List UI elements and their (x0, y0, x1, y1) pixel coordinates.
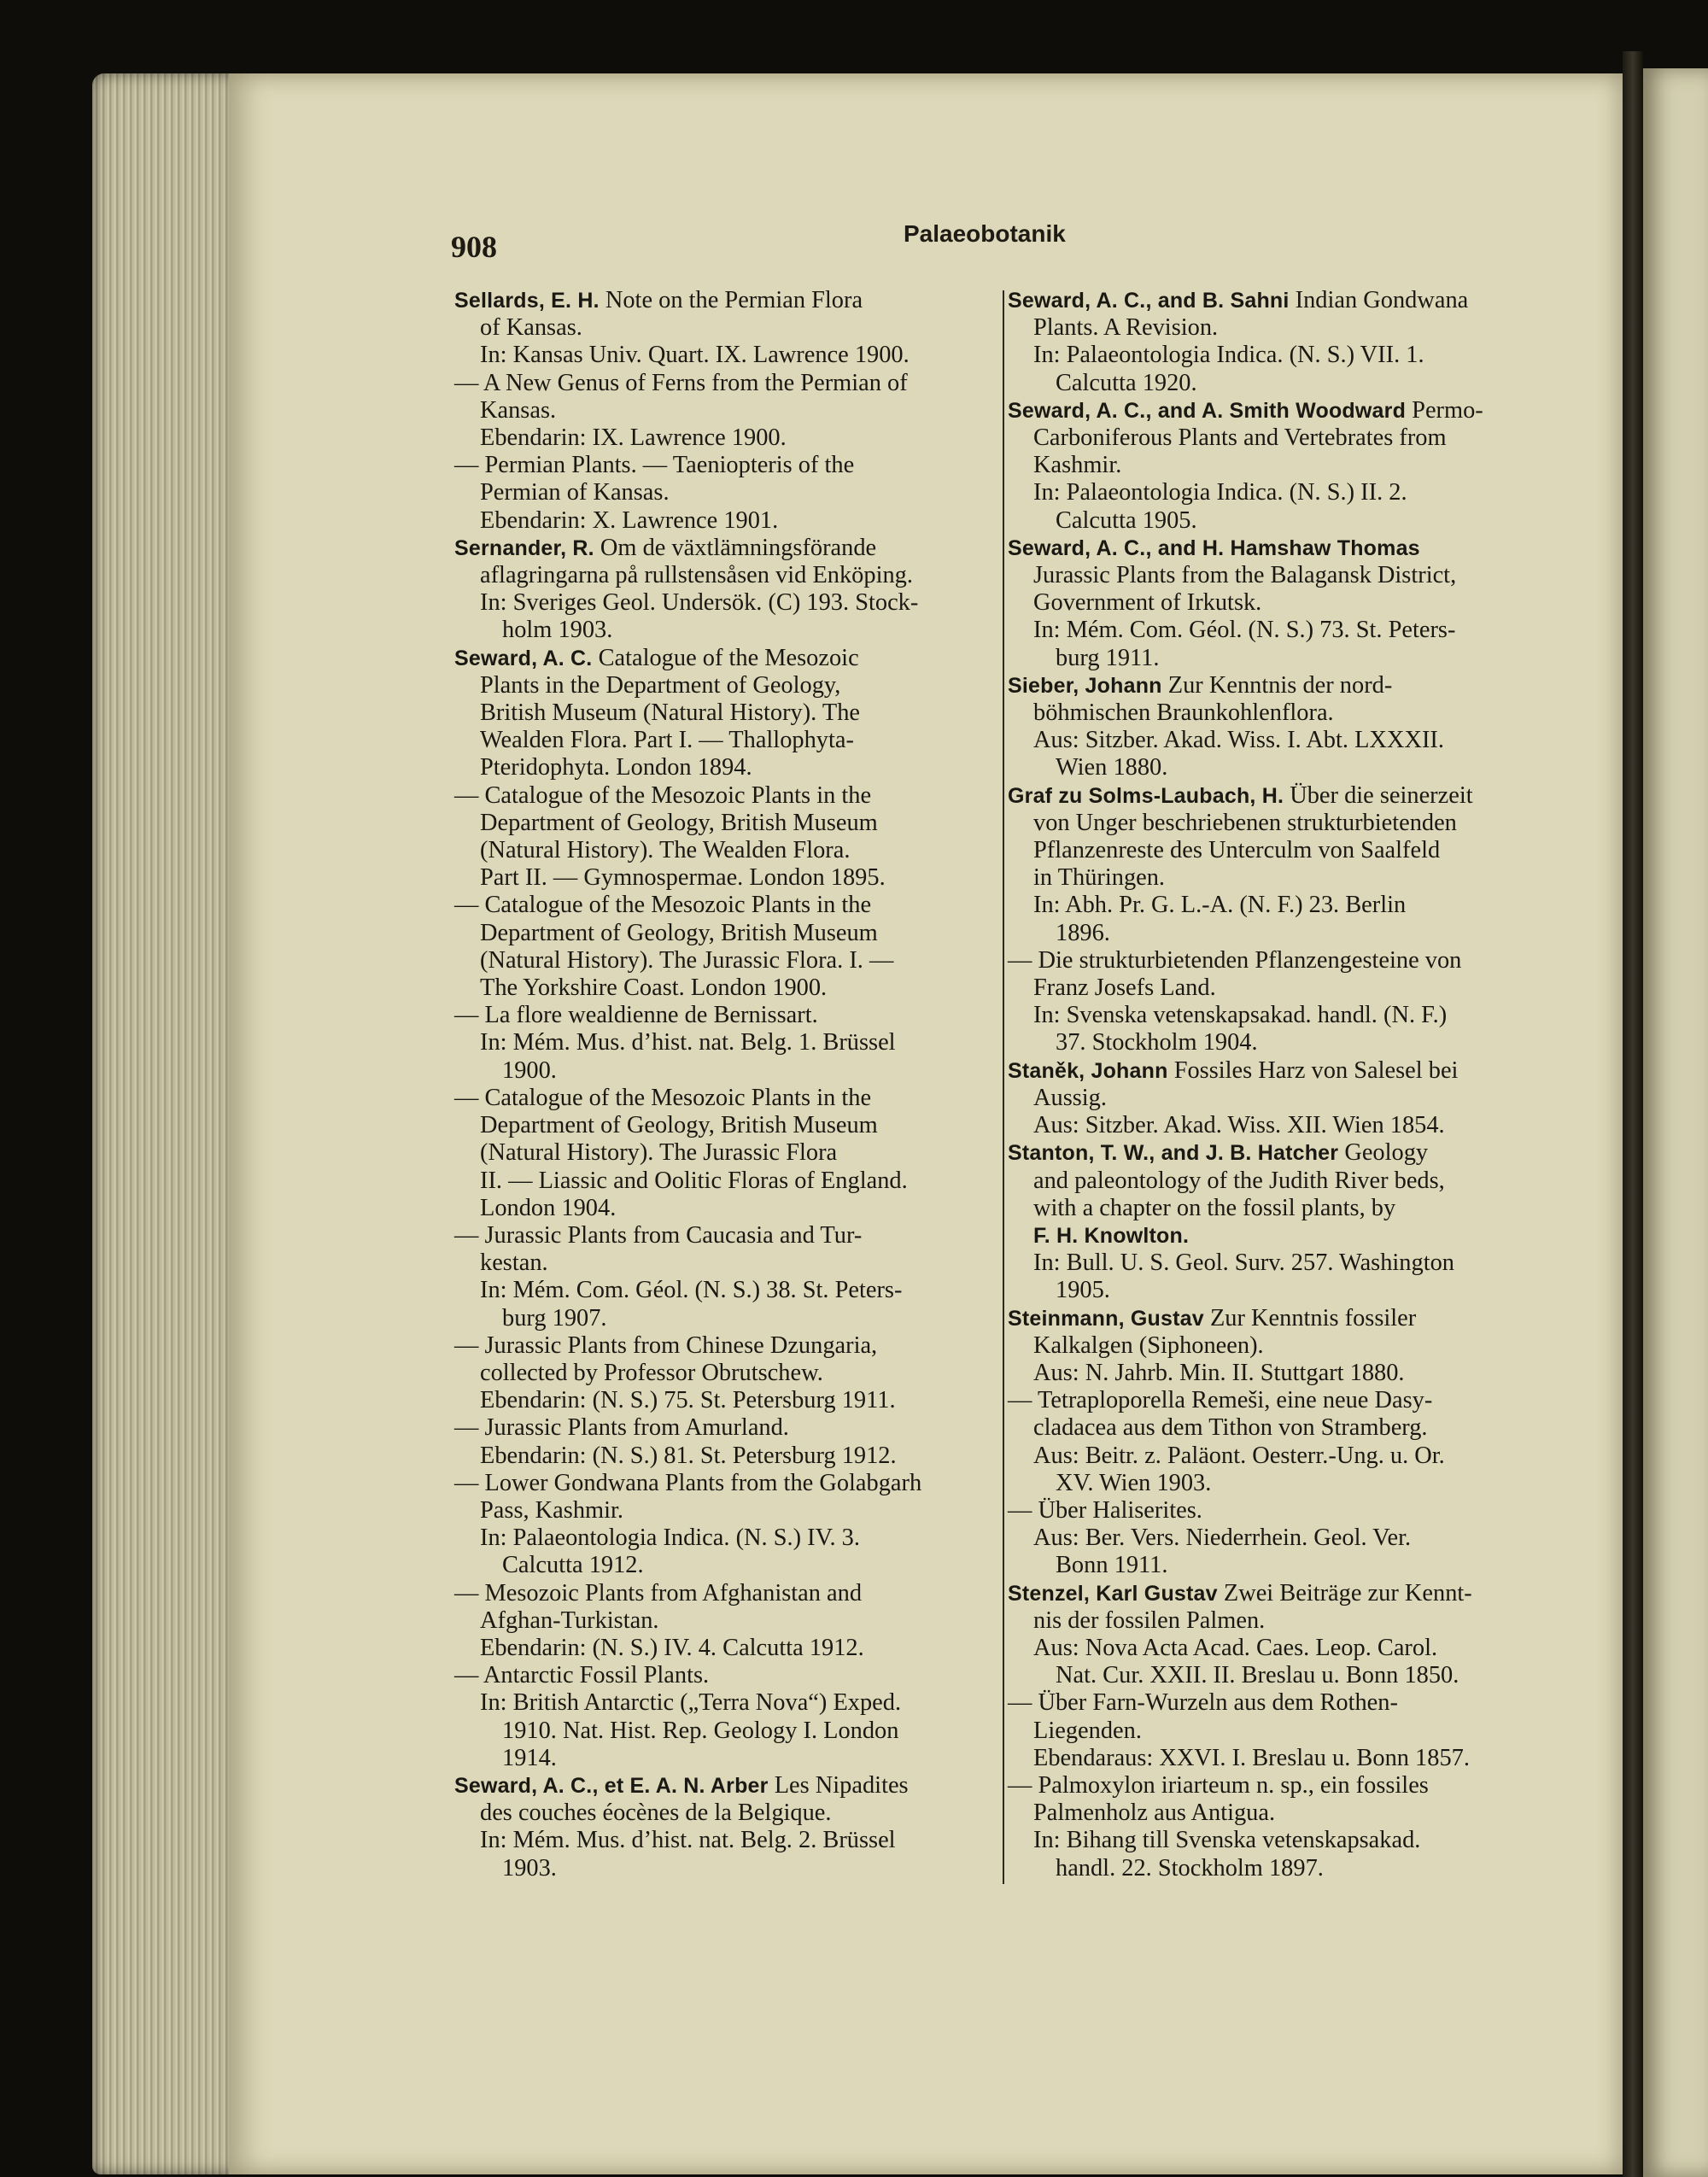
entry-first-line (1008, 1387, 1530, 1414)
bibliography-entry (1008, 535, 1530, 672)
entry-source-line: Ebendarin: IX. Lawrence 1900. (480, 424, 787, 452)
entry-title-line (454, 1139, 984, 1167)
entry-first-line (1008, 1772, 1530, 1800)
entry-title-line (1008, 314, 1530, 342)
entry-title-text: — Mesozoic Plants from Afghanistan and (454, 1579, 863, 1606)
entry-title-text: (Natural History). The Wealden Flora. (480, 837, 851, 864)
entry-title-line (1008, 589, 1530, 617)
entry-title-text: — Catalogue of the Mesozoic Plants in the (454, 892, 872, 919)
entry-title-line (1008, 1800, 1530, 1827)
entry-source-line: Aus: Sitzber. Akad. Wiss. I. Abt. LXXXII. (1033, 727, 1444, 754)
entry-title-text: — Antarctic Fossil Plants. (454, 1662, 710, 1689)
entry-author: Seward, A. C., et E. A. N. Arber (454, 1773, 769, 1798)
entry-first-line (454, 1470, 984, 1497)
entry-source-line: 1914. (502, 1744, 557, 1771)
entry-title-text: in Thüringen. (1033, 864, 1166, 892)
bibliography-entry (454, 645, 984, 782)
entry-first-line (454, 535, 984, 562)
entry-source-line: Aus: Nova Acta Acad. Caes. Leop. Carol. (1033, 1634, 1438, 1661)
entry-source-line: Ebendarin: X. Lawrence 1901. (480, 506, 779, 534)
entry-source-line: Ebendarin: (N. S.) IV. 4. Calcutta 1912. (480, 1634, 864, 1661)
entry-first-line (1008, 1305, 1530, 1332)
entry-title-text: Geology (1344, 1139, 1429, 1167)
entry-title-text: with a chapter on the fossil plants, by (1033, 1194, 1396, 1221)
entry-first-line (1008, 1057, 1530, 1085)
bibliography-entry (454, 535, 984, 645)
entry-title-text: (Natural History). The Jurassic Flora. I. — (480, 946, 894, 974)
entry-first-line (454, 1772, 984, 1800)
entry-source-line: Ebendarin: (N. S.) 75. St. Petersburg 1911. (480, 1387, 896, 1414)
bibliography-entry (454, 1002, 984, 1085)
entry-first-line (1008, 1497, 1530, 1524)
entry-title-text: Les Nipadites (774, 1771, 909, 1799)
bibliography-entry (454, 1470, 984, 1580)
entry-author: Sernander, R. (454, 535, 594, 560)
entry-author: Seward, A. C., and H. Hamshaw Thomas (1008, 535, 1420, 560)
entry-title-line (1008, 1607, 1530, 1635)
entry-title-line (1008, 1195, 1530, 1222)
entry-title-text: — Jurassic Plants from Chinese Dzungaria, (454, 1331, 878, 1359)
entry-first-line (1008, 1580, 1530, 1607)
entry-title-line (454, 1360, 984, 1387)
entry-title-line (454, 727, 984, 754)
entry-source-line: Calcutta 1920. (1056, 369, 1197, 396)
entry-title-text: — Tetraploporella Remeši, eine neue Dasy- (1008, 1387, 1433, 1414)
entry-first-line (454, 452, 984, 479)
page-number: 908 (451, 230, 497, 264)
entry-source-line: 1896. (1056, 919, 1110, 946)
entry-author: Steinmann, Gustav (1008, 1306, 1204, 1331)
entry-title-line (454, 1112, 984, 1139)
entry-title-line (454, 1800, 984, 1827)
entry-title-text: Carboniferous Plants and Vertebrates from (1033, 424, 1447, 452)
bibliography-entry (454, 1662, 984, 1772)
bibliography-entry (1008, 1305, 1530, 1388)
entry-title-text: aflagringarna på rullstensåsen vid Enköping. (480, 562, 913, 589)
bibliography-entry (454, 1580, 984, 1663)
entry-first-line (1008, 782, 1530, 810)
left-column (454, 287, 984, 1882)
entry-title-text: (Natural History). The Jurassic Flora (480, 1139, 838, 1167)
entry-title-line (1008, 1332, 1530, 1360)
entry-title-text: collected by Professor Obrutschew. (480, 1359, 823, 1386)
entry-title-line (454, 947, 984, 974)
entry-title-text: Om de växtlämningsförande (600, 534, 877, 561)
entry-title-line (454, 754, 984, 781)
entry-author: Seward, A. C., and A. Smith Woodward (1008, 398, 1407, 423)
entry-first-line (454, 1332, 984, 1360)
entry-first-line (454, 370, 984, 397)
entry-title-text: Catalogue of the Mesozoic (598, 644, 859, 671)
entry-source-line: Nat. Cur. XXII. II. Breslau u. Bonn 1850. (1056, 1662, 1459, 1689)
book-page-edges (92, 73, 237, 2174)
entry-source-line: handl. 22. Stockholm 1897. (1056, 1854, 1324, 1881)
entry-title-text: kestan. (480, 1249, 548, 1277)
entry-title-line (1008, 974, 1530, 1002)
entry-title-line (1008, 1085, 1530, 1112)
bibliography-entry (1008, 1580, 1530, 1690)
entry-title-text: Wealden Flora. Part I. — Thallophyta- (480, 727, 854, 754)
entry-title-text: of Kansas. (480, 314, 582, 342)
entry-title-text: — Permian Plants. — Taeniopteris of the (454, 452, 855, 479)
entry-title-text: Plants. A Revision. (1033, 314, 1219, 342)
entry-title-text: Aussig. (1033, 1084, 1107, 1111)
bibliography-entry (454, 1772, 984, 1882)
entry-title-text: Indian Gondwana (1295, 287, 1469, 313)
entry-title-text: Pflanzenreste des Unterculm von Saalfeld (1033, 837, 1441, 864)
book-gutter (1623, 51, 1643, 2177)
entry-title-text: Liegenden. (1033, 1717, 1142, 1744)
entry-title-text: des couches éocènes de la Belgique. (480, 1800, 832, 1827)
entry-source-line: In: Abh. Pr. G. L.-A. (N. F.) 23. Berlin (1033, 892, 1407, 919)
column-rule (1003, 290, 1004, 1884)
bibliography-entry (1008, 1387, 1530, 1497)
entry-source-line: In: Bihang till Svenska vetenskapsakad. (1033, 1827, 1421, 1854)
entry-source-line: In: Mém. Mus. d’hist. nat. Belg. 2. Brüssel (480, 1827, 896, 1854)
entry-title-text: — Die strukturbietenden Pflanzengesteine von (1008, 946, 1462, 974)
entry-source-line: In: Mém. Com. Géol. (N. S.) 73. St. Peters- (1033, 617, 1456, 644)
entry-source-line: In: Kansas Univ. Quart. IX. Lawrence 1900. (480, 342, 910, 369)
entry-title-line (454, 314, 984, 342)
entry-title-line (454, 1497, 984, 1524)
entry-source-line: Ebendarin: (N. S.) 81. St. Petersburg 1912. (480, 1442, 897, 1469)
entry-title-text: — Lower Gondwana Plants from the Golabgarh (454, 1469, 922, 1496)
entry-source-line: Wien 1880. (1056, 754, 1168, 781)
entry-title-line (454, 810, 984, 837)
entry-title-text: cladacea aus dem Tithon von Stramberg. (1033, 1414, 1428, 1442)
entry-title-text: Pteridophyta. London 1894. (480, 754, 752, 781)
entry-title-text: II. — Liassic and Oolitic Floras of England. (480, 1167, 908, 1194)
entry-title-text: — Über Farn-Wurzeln aus dem Rothen- (1008, 1689, 1398, 1717)
facing-page-edge (1643, 68, 1708, 2177)
entry-title-text: — Palmoxylon iriarteum n. sp., ein fossiles (1008, 1771, 1429, 1799)
entry-first-line (454, 1222, 984, 1249)
entry-source-line: Calcutta 1905. (1056, 506, 1197, 534)
entry-source-line: XV. Wien 1903. (1056, 1469, 1212, 1496)
entry-title-text: Kalkalgen (Siphoneen). (1033, 1331, 1264, 1359)
entry-title-line (454, 1195, 984, 1222)
entry-first-line (454, 782, 984, 810)
bibliography-entry (1008, 672, 1530, 782)
entry-source-line: In: Sveriges Geol. Undersök. (C) 193. Stock- (480, 589, 919, 617)
entry-title-text: Afghan-Turkistan. (480, 1606, 659, 1634)
entry-title-text: Permian of Kansas. (480, 479, 670, 506)
entry-first-line (454, 1580, 984, 1607)
entry-first-line (454, 1002, 984, 1029)
entry-title-text: Fossiles Harz von Salesel bei (1173, 1056, 1459, 1084)
entry-title-line (1008, 1718, 1530, 1745)
entry-author: Sellards, E. H. (454, 289, 600, 313)
entry-title-line (1008, 864, 1530, 892)
bibliography-entry (1008, 397, 1530, 535)
entry-title-text: Plants in the Department of Geology, (480, 671, 841, 699)
bibliography-entry (454, 1222, 984, 1332)
entry-author: Stanton, T. W., and J. B. Hatcher (1008, 1141, 1339, 1166)
entry-title-line (454, 1249, 984, 1277)
entry-title-line (1008, 699, 1530, 727)
entry-first-line (454, 892, 984, 919)
entry-author: Sieber, Johann (1008, 673, 1162, 698)
entry-title-text: London 1904. (480, 1194, 617, 1221)
entry-title-text: — Jurassic Plants from Amurland. (454, 1414, 789, 1442)
bibliography-entry (454, 452, 984, 535)
entry-title-text: Note on the Permian Flora (605, 287, 863, 313)
entry-source-line: 1900. (502, 1056, 557, 1084)
entry-first-line (1008, 397, 1530, 424)
entry-title-text: — A New Genus of Ferns from the Permian of (454, 369, 908, 396)
entry-source-line: In: Palaeontologia Indica. (N. S.) VII. 1. (1033, 342, 1424, 369)
entry-title-line (1008, 837, 1530, 864)
entry-source-line: holm 1903. (502, 617, 613, 644)
entry-title-text: Kansas. (480, 396, 557, 424)
entry-source-line: 1903. (502, 1854, 557, 1881)
entry-source-line: 1905. (1056, 1277, 1110, 1304)
entry-title-text: Part II. — Gymnospermae. London 1895. (480, 864, 886, 892)
entry-author: Seward, A. C., and B. Sahni (1008, 289, 1290, 313)
bibliography-entry (1008, 1057, 1530, 1140)
entry-title-text: Palmenholz aus Antigua. (1033, 1800, 1276, 1827)
entry-title-text: Kashmir. (1033, 452, 1122, 479)
bibliography-entry (1008, 287, 1530, 397)
entry-title-text: Zur Kenntnis fossiler (1209, 1304, 1417, 1331)
bibliography-entry (454, 782, 984, 892)
entry-title-line (454, 479, 984, 506)
entry-first-line (454, 1662, 984, 1689)
entry-source-line: In: Bull. U. S. Geol. Surv. 257. Washington (1033, 1249, 1454, 1277)
entry-first-line (454, 1414, 984, 1442)
entry-first-line (1008, 1139, 1530, 1167)
entry-source-line: Aus: Ber. Vers. Niederrhein. Geol. Ver. (1033, 1524, 1412, 1552)
entry-title-line (1008, 452, 1530, 479)
entry-source-line: Ebendaraus: XXVI. I. Breslau u. Bonn 1857. (1033, 1744, 1470, 1771)
entry-title-line (1008, 424, 1530, 452)
entry-source-line: In: British Antarctic („Terra Nova“) Exped. (480, 1689, 902, 1717)
entry-title-line (454, 864, 984, 892)
bibliography-entry (454, 1414, 984, 1469)
entry-title-text: — Catalogue of the Mesozoic Plants in the (454, 781, 872, 809)
entry-source-line: burg 1911. (1056, 644, 1160, 671)
bibliography-entry (1008, 947, 1530, 1057)
entry-title-text: — Jurassic Plants from Caucasia and Tur- (454, 1221, 863, 1249)
running-head: Palaeobotanik (904, 220, 1066, 247)
entry-title-text: Permo- (1412, 396, 1483, 424)
entry-title-line (1008, 1168, 1530, 1195)
entry-source-line: 37. Stockholm 1904. (1056, 1029, 1258, 1056)
bibliography-entry (454, 1332, 984, 1415)
entry-title-text: Government of Irkutsk. (1033, 589, 1262, 617)
entry-title-line (1008, 810, 1530, 837)
bibliography-entry (1008, 1689, 1530, 1772)
entry-first-line (454, 287, 984, 314)
entry-title-text: — La flore wealdienne de Bernissart. (454, 1002, 818, 1029)
bibliography-entry (454, 1085, 984, 1222)
entry-author: Graf zu Solms-Laubach, H. (1008, 783, 1284, 808)
entry-title-text: — Über Haliserites. (1008, 1496, 1202, 1524)
entry-source-line: Aus: N. Jahrb. Min. II. Stuttgart 1880. (1033, 1359, 1405, 1386)
entry-source-line: 1910. Nat. Hist. Rep. Geology I. London (502, 1717, 899, 1744)
entry-title-text: Über die seinerzeit (1290, 781, 1473, 809)
entry-title-text: Department of Geology, British Museum (480, 1112, 878, 1139)
entry-title-line (454, 397, 984, 424)
entry-title-text: Zur Kenntnis der nord- (1167, 671, 1393, 699)
entry-title-line (454, 920, 984, 947)
entry-title-text: nis der fossilen Palmen. (1033, 1606, 1266, 1634)
entry-first-line (1008, 287, 1530, 314)
entry-source-line: In: Svenska vetenskapsakad. handl. (N. F.) (1033, 1002, 1448, 1029)
entry-title-line (454, 1607, 984, 1635)
entry-title-line (454, 672, 984, 699)
bibliography-entry (454, 370, 984, 453)
entry-source-line: In: Palaeontologia Indica. (N. S.) IV. 3. (480, 1524, 860, 1552)
entry-source-line: Calcutta 1912. (502, 1552, 644, 1579)
entry-source-line: In: Mém. Mus. d’hist. nat. Belg. 1. Brüssel (480, 1029, 896, 1056)
entry-first-line (1008, 672, 1530, 699)
entry-first-line (1008, 947, 1530, 974)
entry-source-line: Aus: Sitzber. Akad. Wiss. XII. Wien 1854. (1033, 1112, 1445, 1139)
entry-title-line (454, 562, 984, 589)
entry-title-text: and paleontology of the Judith River beds, (1033, 1167, 1445, 1194)
entry-title-text: Department of Geology, British Museum (480, 809, 878, 836)
entry-first-line (454, 645, 984, 672)
entry-title-line (454, 974, 984, 1002)
entry-source-line: In: Mém. Com. Géol. (N. S.) 38. St. Peters- (480, 1277, 903, 1304)
entry-title-text: Zwei Beiträge zur Kennt- (1223, 1579, 1472, 1606)
bibliography-entry (454, 287, 984, 370)
entry-title-text: Department of Geology, British Museum (480, 919, 878, 946)
bibliography-entry (1008, 1497, 1530, 1580)
entry-first-line (1008, 535, 1530, 562)
entry-first-line (1008, 1689, 1530, 1717)
entry-author: Seward, A. C. (454, 646, 593, 670)
entry-title-text: Jurassic Plants from the Balagansk District, (1033, 562, 1457, 589)
entry-title-line (454, 1168, 984, 1195)
bibliography-entry (1008, 1772, 1530, 1882)
entry-title-line (1008, 1414, 1530, 1442)
entry-author: Staněk, Johann (1008, 1058, 1168, 1083)
entry-title-text: böhmischen Braunkohlenflora. (1033, 699, 1334, 727)
entry-source-line: Aus: Beitr. z. Paläont. Oesterr.-Ung. u. Or. (1033, 1442, 1445, 1469)
entry-title-text: — Catalogue of the Mesozoic Plants in the (454, 1084, 872, 1111)
entry-title-line (454, 699, 984, 727)
entry-source-line: burg 1907. (502, 1304, 607, 1331)
entry-first-line (454, 1085, 984, 1112)
entry-contributor: F. H. Knowlton. (1033, 1223, 1190, 1248)
right-column (1008, 287, 1530, 1882)
entry-source-line: In: Palaeontologia Indica. (N. S.) II. 2. (1033, 479, 1407, 506)
entry-title-text: von Unger beschriebenen strukturbietenden (1033, 809, 1457, 836)
entry-title-line (454, 837, 984, 864)
bibliography-entry (1008, 1139, 1530, 1304)
bibliography-entry (454, 892, 984, 1002)
entry-title-text: British Museum (Natural History). The (480, 699, 860, 727)
entry-author: Stenzel, Karl Gustav (1008, 1581, 1218, 1606)
entry-source-line: Bonn 1911. (1056, 1552, 1168, 1579)
bibliography-entry (1008, 782, 1530, 947)
entry-title-text: Franz Josefs Land. (1033, 974, 1216, 1002)
entry-title-text: Pass, Kashmir. (480, 1496, 623, 1524)
entry-title-text: The Yorkshire Coast. London 1900. (480, 974, 828, 1002)
entry-title-line (1008, 562, 1530, 589)
